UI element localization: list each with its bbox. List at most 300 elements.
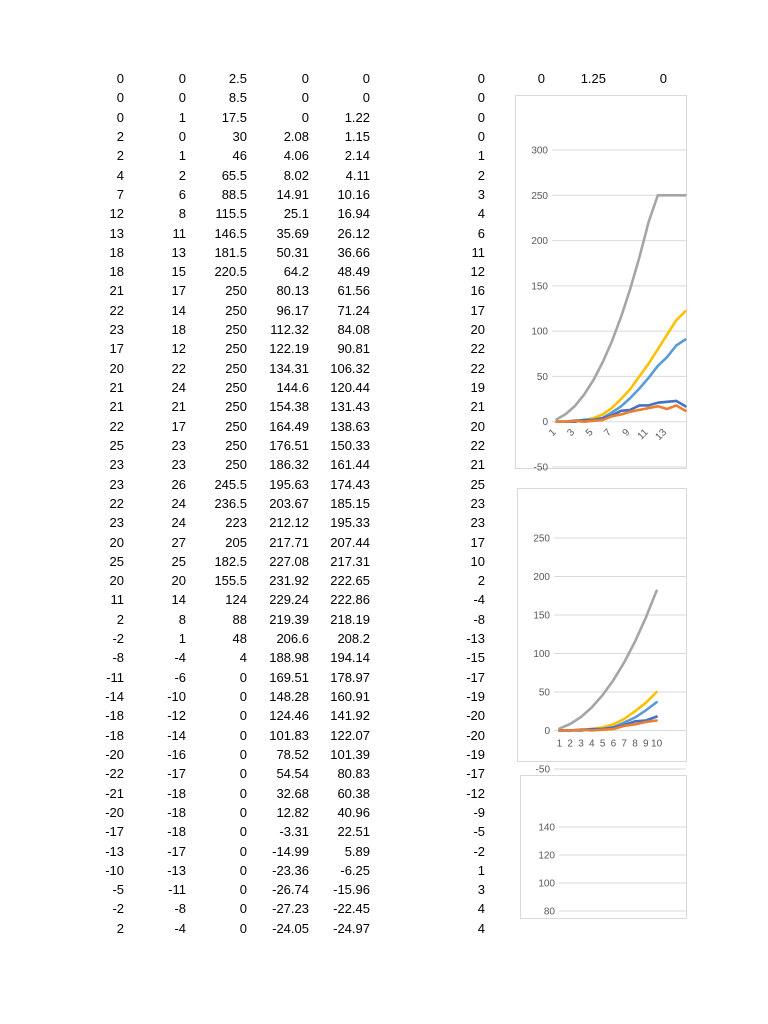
table-cell[interactable]: 0 (239, 766, 247, 782)
table-cell[interactable]: 8 (178, 206, 186, 222)
table-cell[interactable]: 23 (109, 457, 124, 473)
table-cell[interactable]: 2 (116, 128, 124, 144)
table-cell[interactable]: 23 (109, 322, 124, 338)
table-cell[interactable]: 5.89 (344, 843, 370, 859)
table-cell[interactable]: 164.49 (269, 418, 309, 434)
table-cell[interactable]: 250 (225, 437, 247, 453)
table-cell[interactable]: -15 (466, 650, 485, 666)
table-cell[interactable]: 101.83 (269, 727, 309, 743)
table-cell[interactable]: 21 (171, 399, 186, 415)
table-cell[interactable]: 8.02 (283, 167, 309, 183)
table-cell[interactable]: 229.24 (269, 592, 309, 608)
table-cell[interactable]: -4 (473, 592, 485, 608)
table-cell[interactable]: 0 (239, 862, 247, 878)
table-cell[interactable]: 131.43 (330, 399, 370, 415)
table-cell[interactable]: 6 (178, 186, 186, 202)
table-cell[interactable]: 4 (116, 167, 124, 183)
table-cell[interactable]: 12 (109, 206, 124, 222)
table-row (62, 262, 370, 281)
table-cell[interactable]: 71.24 (337, 302, 370, 318)
table-cell[interactable]: 20 (109, 534, 124, 550)
table-cell[interactable]: -20 (466, 727, 485, 743)
table-cell[interactable]: 23 (171, 457, 186, 473)
table-cell[interactable]: -12 (466, 785, 485, 801)
table-cell[interactable]: 250 (225, 302, 247, 318)
table-cell[interactable]: 35.69 (276, 225, 309, 241)
series-line[interactable] (557, 195, 686, 419)
table-cell[interactable]: 7 (116, 186, 124, 202)
table-cell[interactable]: 160.91 (330, 689, 370, 704)
table-cell[interactable]: 4 (477, 206, 485, 222)
table-cell[interactable]: 27 (171, 534, 186, 550)
table-cell[interactable]: 0 (178, 71, 186, 86)
table-cell[interactable]: 4.11 (345, 167, 370, 183)
table-cell[interactable]: 134.31 (269, 360, 309, 376)
table-cell[interactable]: 23 (109, 476, 124, 492)
table-cell[interactable]: 23 (109, 515, 124, 531)
table-cell[interactable]: 124.46 (269, 708, 309, 724)
table-cell[interactable]: -9 (473, 804, 485, 820)
table-cell[interactable]: 16 (470, 283, 485, 299)
data-table-left (62, 69, 370, 938)
table-cell[interactable]: 1 (178, 148, 186, 164)
table-cell[interactable]: 2 (477, 573, 485, 589)
table-cell[interactable]: 203.67 (269, 495, 309, 511)
table-cell[interactable]: 185.15 (330, 495, 370, 511)
table-cell[interactable]: 2 (116, 611, 124, 627)
table-cell[interactable]: 4 (477, 920, 485, 936)
table-cell[interactable]: 64.2 (283, 264, 309, 280)
table-cell[interactable]: -19 (466, 689, 485, 704)
table-cell[interactable]: 181.5 (214, 244, 247, 260)
table-cell[interactable]: 84.08 (337, 322, 370, 338)
table-cell[interactable]: 65.5 (221, 167, 247, 183)
table-cell[interactable]: 0 (239, 669, 247, 685)
table-cell[interactable]: 10 (470, 553, 485, 569)
table-cell[interactable]: 206.6 (276, 631, 309, 647)
series-line[interactable] (559, 692, 656, 731)
table-cell[interactable]: 12.82 (276, 804, 309, 820)
table-cell[interactable]: 0 (659, 71, 667, 86)
table-cell[interactable]: 26 (171, 476, 186, 492)
table-cell[interactable]: 0 (239, 746, 247, 762)
table-cell[interactable]: 1 (178, 109, 186, 125)
table-cell[interactable]: -10 (105, 862, 124, 878)
table-cell[interactable]: 1 (477, 862, 485, 878)
table-cell[interactable]: 0 (116, 71, 124, 86)
table-cell[interactable]: -13 (466, 631, 485, 647)
table-cell[interactable]: 0 (301, 90, 309, 106)
table-cell[interactable]: 122.19 (269, 341, 309, 357)
table-cell[interactable]: 186.32 (269, 457, 309, 473)
table-cell[interactable]: 0 (537, 71, 545, 86)
table-cell[interactable]: -17 (105, 824, 124, 840)
table-cell[interactable]: 0 (362, 90, 370, 106)
table-cell[interactable]: 2 (477, 167, 485, 183)
table-cell[interactable]: 12 (171, 341, 186, 357)
table-cell[interactable]: -26.74 (272, 882, 309, 898)
table-cell[interactable]: 21 (109, 283, 124, 299)
table-cell[interactable]: 101.39 (330, 746, 370, 762)
table-cell[interactable]: 23 (470, 515, 485, 531)
table-cell[interactable]: 154.38 (269, 399, 309, 415)
table-cell[interactable]: 8 (178, 611, 186, 627)
y-tick-label: 80 (543, 906, 555, 918)
table-cell[interactable]: -14 (105, 689, 124, 704)
table-cell[interactable]: -16 (167, 746, 186, 762)
table-cell[interactable]: 22 (109, 495, 124, 511)
table-cell[interactable]: 22 (171, 360, 186, 376)
table-cell[interactable]: 205 (225, 534, 247, 550)
table-cell[interactable]: 15 (171, 264, 186, 280)
table-cell[interactable]: -8 (112, 650, 124, 666)
table-cell[interactable]: 120.44 (330, 380, 370, 395)
table-cell[interactable]: 144.6 (276, 380, 309, 395)
table-cell[interactable]: 195.63 (269, 476, 309, 492)
table-row (62, 880, 370, 899)
table-cell[interactable]: 236.5 (214, 495, 247, 511)
table-cell[interactable]: 188.98 (269, 650, 309, 666)
table-cell[interactable]: 0 (239, 901, 247, 917)
table-cell[interactable]: 80.13 (276, 283, 309, 299)
x-tick-label: 1 (547, 427, 559, 439)
table-cell[interactable]: -4 (174, 650, 186, 666)
table-cell[interactable]: 61.56 (337, 283, 370, 299)
table-cell[interactable]: 115.5 (215, 206, 247, 222)
table-cell[interactable]: -5 (473, 824, 485, 840)
table-cell[interactable]: 22.51 (337, 824, 370, 840)
table-cell[interactable]: -22 (105, 766, 124, 782)
table-cell[interactable]: -8 (174, 901, 186, 917)
table-cell[interactable]: -13 (167, 862, 186, 878)
table-cell[interactable]: 17 (470, 302, 485, 318)
table-cell[interactable]: -27.23 (272, 901, 309, 917)
table-cell[interactable]: 250 (225, 360, 247, 376)
table-cell[interactable]: 46 (232, 148, 247, 164)
table-cell[interactable]: 11 (471, 244, 485, 260)
table-cell[interactable]: -20 (105, 746, 124, 762)
table-cell[interactable]: 8.5 (228, 90, 247, 106)
table-cell[interactable]: 223 (225, 515, 247, 531)
table-cell[interactable]: 4 (477, 901, 485, 917)
table-cell[interactable]: -3.31 (279, 824, 309, 840)
table-cell[interactable]: 195.33 (330, 515, 370, 531)
table-cell[interactable]: 0 (239, 708, 247, 724)
table-cell[interactable]: 17 (171, 283, 186, 299)
table-cell[interactable]: -14 (167, 727, 186, 743)
table-cell[interactable]: 23 (171, 437, 186, 453)
table-cell[interactable]: -17 (466, 669, 485, 685)
table-cell[interactable]: -5 (112, 882, 124, 898)
table-cell[interactable]: 176.51 (269, 437, 309, 453)
table-cell[interactable]: -11 (168, 882, 186, 898)
table-cell[interactable]: 4.06 (283, 148, 309, 164)
table-row (62, 455, 370, 474)
table-cell[interactable]: 207.44 (330, 534, 370, 550)
table-cell[interactable]: 0 (239, 824, 247, 840)
table-cell[interactable]: 1 (477, 148, 485, 164)
table-cell[interactable]: -2 (112, 901, 124, 917)
table-cell[interactable]: 0 (178, 90, 186, 106)
table-cell[interactable]: 0 (116, 90, 124, 106)
table-cell[interactable]: 2 (116, 920, 124, 936)
table-cell[interactable]: -18 (167, 804, 186, 820)
table-row (62, 552, 370, 571)
table-cell[interactable]: 250 (225, 399, 247, 415)
table-cell[interactable]: 24 (171, 515, 186, 531)
table-cell[interactable]: 122.07 (330, 727, 370, 743)
table-cell[interactable]: 250 (225, 341, 247, 357)
table-cell[interactable]: 0 (239, 843, 247, 859)
table-cell[interactable]: 250 (225, 457, 247, 473)
table-cell[interactable]: 78.52 (276, 746, 309, 762)
table-cell[interactable]: 0 (178, 128, 186, 144)
table-row (62, 513, 370, 532)
table-cell[interactable]: 54.54 (276, 766, 309, 782)
table-row (62, 822, 370, 841)
table-cell[interactable]: 182.5 (214, 553, 247, 569)
table-cell[interactable]: 161.44 (330, 457, 370, 473)
x-tick-label: 3 (578, 738, 584, 750)
table-row (62, 668, 370, 687)
table-cell[interactable]: 0 (477, 90, 485, 106)
table-row (62, 745, 370, 764)
table-cell[interactable]: 208.2 (337, 631, 370, 647)
table-cell[interactable]: 26.12 (337, 225, 370, 241)
table-cell[interactable]: 22 (470, 341, 485, 357)
table-cell[interactable]: -22.45 (333, 901, 370, 917)
table-cell[interactable]: -15.96 (333, 882, 370, 898)
table-cell[interactable]: 88.5 (221, 186, 247, 202)
table-cell[interactable]: -19 (466, 746, 485, 762)
table-cell[interactable]: -18 (105, 727, 124, 743)
table-cell[interactable]: 194.14 (330, 650, 370, 666)
table-cell[interactable]: 178.97 (330, 669, 370, 685)
table-cell[interactable]: 22 (470, 437, 485, 453)
table-cell[interactable]: 24 (171, 495, 186, 511)
table-cell[interactable]: 217.71 (269, 534, 309, 550)
table-cell[interactable]: 22 (109, 302, 124, 318)
table-cell[interactable]: 2.5 (228, 71, 247, 86)
table-cell[interactable]: 24 (171, 380, 186, 395)
table-cell[interactable]: 1.25 (580, 71, 606, 86)
table-cell[interactable]: 90.81 (337, 341, 370, 357)
table-cell[interactable]: 21 (470, 399, 485, 415)
x-tick-label: 11 (635, 427, 651, 443)
table-cell[interactable]: 4 (239, 650, 247, 666)
table-cell[interactable]: 220.5 (214, 264, 247, 280)
table-cell[interactable]: 23 (470, 495, 485, 511)
table-cell[interactable]: 0 (239, 727, 247, 743)
table-cell[interactable]: 18 (109, 244, 124, 260)
table-cell[interactable]: -11 (106, 669, 124, 685)
table-cell[interactable]: 124 (225, 592, 247, 608)
table-cell[interactable]: 0 (477, 109, 485, 125)
table-cell[interactable]: 88 (232, 611, 247, 627)
table-cell[interactable]: 0 (301, 71, 309, 86)
table-cell[interactable]: -10 (167, 689, 186, 704)
table-cell[interactable]: 2.14 (344, 148, 370, 164)
table-cell[interactable]: 138.63 (330, 418, 370, 434)
table-cell[interactable]: 20 (470, 322, 485, 338)
table-cell[interactable]: 11 (110, 592, 124, 608)
table-cell[interactable]: 14.91 (276, 186, 309, 202)
x-tick-label: 6 (610, 738, 617, 750)
table-cell[interactable]: 0 (239, 920, 247, 936)
table-cell[interactable]: 32.68 (276, 785, 309, 801)
y-tick-label: 0 (542, 417, 548, 429)
table-cell[interactable]: 20 (470, 418, 485, 434)
chart-3[interactable] (520, 775, 687, 919)
table-cell[interactable]: -20 (105, 804, 124, 820)
table-cell[interactable]: 212.12 (269, 515, 309, 531)
table-cell[interactable]: 20 (171, 573, 186, 589)
table-cell[interactable]: 0 (116, 109, 124, 125)
table-cell[interactable]: 222.65 (330, 573, 370, 589)
table-cell[interactable]: -6.25 (340, 862, 370, 878)
table-cell[interactable]: 219.39 (269, 611, 309, 627)
table-cell[interactable]: 17 (171, 418, 186, 434)
table-cell[interactable]: 21 (470, 457, 485, 473)
table-cell[interactable]: 155.5 (214, 573, 247, 589)
table-cell[interactable]: 0 (239, 804, 247, 820)
x-tick-label: 9 (620, 427, 633, 439)
table-cell[interactable]: 13 (109, 225, 124, 241)
x-tick-label: 1 (556, 738, 563, 750)
table-cell[interactable]: 250 (225, 322, 247, 338)
table-cell[interactable]: 6 (477, 225, 485, 241)
table-cell[interactable]: 18 (171, 322, 186, 338)
table-cell[interactable]: 0 (362, 71, 370, 86)
y-tick-label: 200 (533, 572, 550, 583)
table-cell[interactable]: -24.97 (333, 920, 370, 936)
table-cell[interactable]: 3 (477, 882, 485, 898)
chart-2[interactable] (517, 488, 687, 776)
table-cell[interactable]: -12 (167, 708, 186, 724)
table-cell[interactable]: -2 (112, 631, 124, 647)
table-cell[interactable]: 174.43 (330, 476, 370, 492)
table-cell[interactable]: 0 (477, 71, 485, 86)
table-row (62, 784, 370, 803)
table-cell[interactable]: 222.86 (330, 592, 370, 608)
table-cell[interactable]: 250 (225, 418, 247, 434)
table-cell[interactable]: 17 (470, 534, 485, 550)
table-cell[interactable]: 0 (239, 785, 247, 801)
table-cell[interactable]: 141.92 (330, 708, 370, 724)
table-cell[interactable]: 21 (109, 399, 124, 415)
table-cell[interactable]: 14 (171, 592, 186, 608)
chart-1[interactable] (515, 95, 687, 474)
table-cell[interactable]: 25 (109, 437, 124, 453)
table-cell[interactable]: 48 (232, 631, 247, 647)
table-cell[interactable]: 16.94 (337, 206, 370, 222)
table-cell[interactable]: 17.5 (221, 109, 247, 125)
table-cell[interactable]: -6 (174, 669, 186, 685)
table-row (62, 301, 370, 320)
table-cell[interactable]: 3 (477, 186, 485, 202)
table-cell[interactable]: 60.38 (337, 785, 370, 801)
table-cell[interactable]: 20 (109, 360, 124, 376)
table-cell[interactable]: 17 (109, 341, 124, 357)
table-cell[interactable]: 48.49 (337, 264, 370, 280)
table-cell[interactable]: 25 (109, 553, 124, 569)
table-cell[interactable]: 2 (116, 148, 124, 164)
series-line[interactable] (559, 591, 656, 729)
table-cell[interactable]: 21 (109, 380, 124, 395)
table-cell[interactable]: 250 (225, 380, 247, 395)
table-cell[interactable]: 0 (477, 128, 485, 144)
table-cell[interactable]: 250 (225, 283, 247, 299)
table-cell[interactable]: 14 (171, 302, 186, 318)
table-cell[interactable]: -23.36 (272, 862, 309, 878)
table-cell[interactable]: -14.99 (272, 843, 309, 859)
table-cell[interactable]: 25 (470, 476, 485, 492)
table-row (62, 726, 370, 745)
table-cell[interactable]: 22 (470, 360, 485, 376)
table-cell[interactable]: -20 (466, 708, 485, 724)
table-cell[interactable]: 2.08 (283, 128, 309, 144)
table-cell[interactable]: 169.51 (269, 669, 309, 685)
table-cell[interactable]: -18 (167, 785, 186, 801)
table-cell[interactable]: 11 (172, 225, 186, 241)
table-cell[interactable]: -8 (473, 611, 485, 627)
table-cell[interactable]: 20 (109, 573, 124, 589)
table-cell[interactable]: 13 (171, 244, 186, 260)
table-cell[interactable]: -17 (167, 766, 186, 782)
table-cell[interactable]: 106.32 (330, 360, 370, 376)
table-cell[interactable]: -18 (105, 708, 124, 724)
table-cell[interactable]: 112.32 (270, 322, 309, 338)
table-cell[interactable]: 148.28 (269, 689, 309, 704)
table-cell[interactable]: -24.05 (272, 920, 309, 936)
table-cell[interactable]: 19 (470, 380, 485, 395)
table-cell[interactable]: -4 (174, 920, 186, 936)
table-cell[interactable]: 245.5 (214, 476, 247, 492)
table-cell[interactable]: 2 (178, 167, 186, 183)
table-cell[interactable]: 36.66 (337, 244, 370, 260)
table-cell[interactable]: 30 (232, 128, 247, 144)
table-cell[interactable]: 1.15 (344, 128, 370, 144)
table-cell[interactable]: 25.1 (283, 206, 309, 222)
table-cell[interactable]: 40.96 (337, 804, 370, 820)
table-cell[interactable]: 80.83 (337, 766, 370, 782)
table-cell[interactable]: 146.5 (214, 225, 247, 241)
table-cell[interactable]: -18 (167, 824, 186, 840)
table-cell[interactable]: 18 (109, 264, 124, 280)
table-cell[interactable]: 12 (470, 264, 485, 280)
table-cell[interactable]: -13 (105, 843, 124, 859)
table-cell[interactable]: 217.31 (330, 553, 370, 569)
table-cell[interactable]: 0 (301, 109, 309, 125)
table-cell[interactable]: -17 (466, 766, 485, 782)
table-cell[interactable]: 218.19 (330, 611, 370, 627)
table-cell[interactable]: 96.17 (276, 302, 309, 318)
table-cell[interactable]: 1 (178, 631, 186, 647)
table-cell[interactable]: 0 (239, 689, 247, 704)
table-cell[interactable]: 1.22 (344, 109, 370, 125)
table-cell[interactable]: 50.31 (276, 244, 309, 260)
table-cell[interactable]: 0 (239, 882, 247, 898)
table-cell[interactable]: -2 (473, 843, 485, 859)
table-cell[interactable]: 22 (109, 418, 124, 434)
table-cell[interactable]: 10.16 (337, 186, 370, 202)
table-cell[interactable]: -17 (167, 843, 186, 859)
table-cell[interactable]: 150.33 (330, 437, 370, 453)
table-cell[interactable]: 25 (171, 553, 186, 569)
table-cell[interactable]: 231.92 (269, 573, 309, 589)
table-cell[interactable]: -21 (105, 785, 124, 801)
table-cell[interactable]: 227.08 (269, 553, 309, 569)
